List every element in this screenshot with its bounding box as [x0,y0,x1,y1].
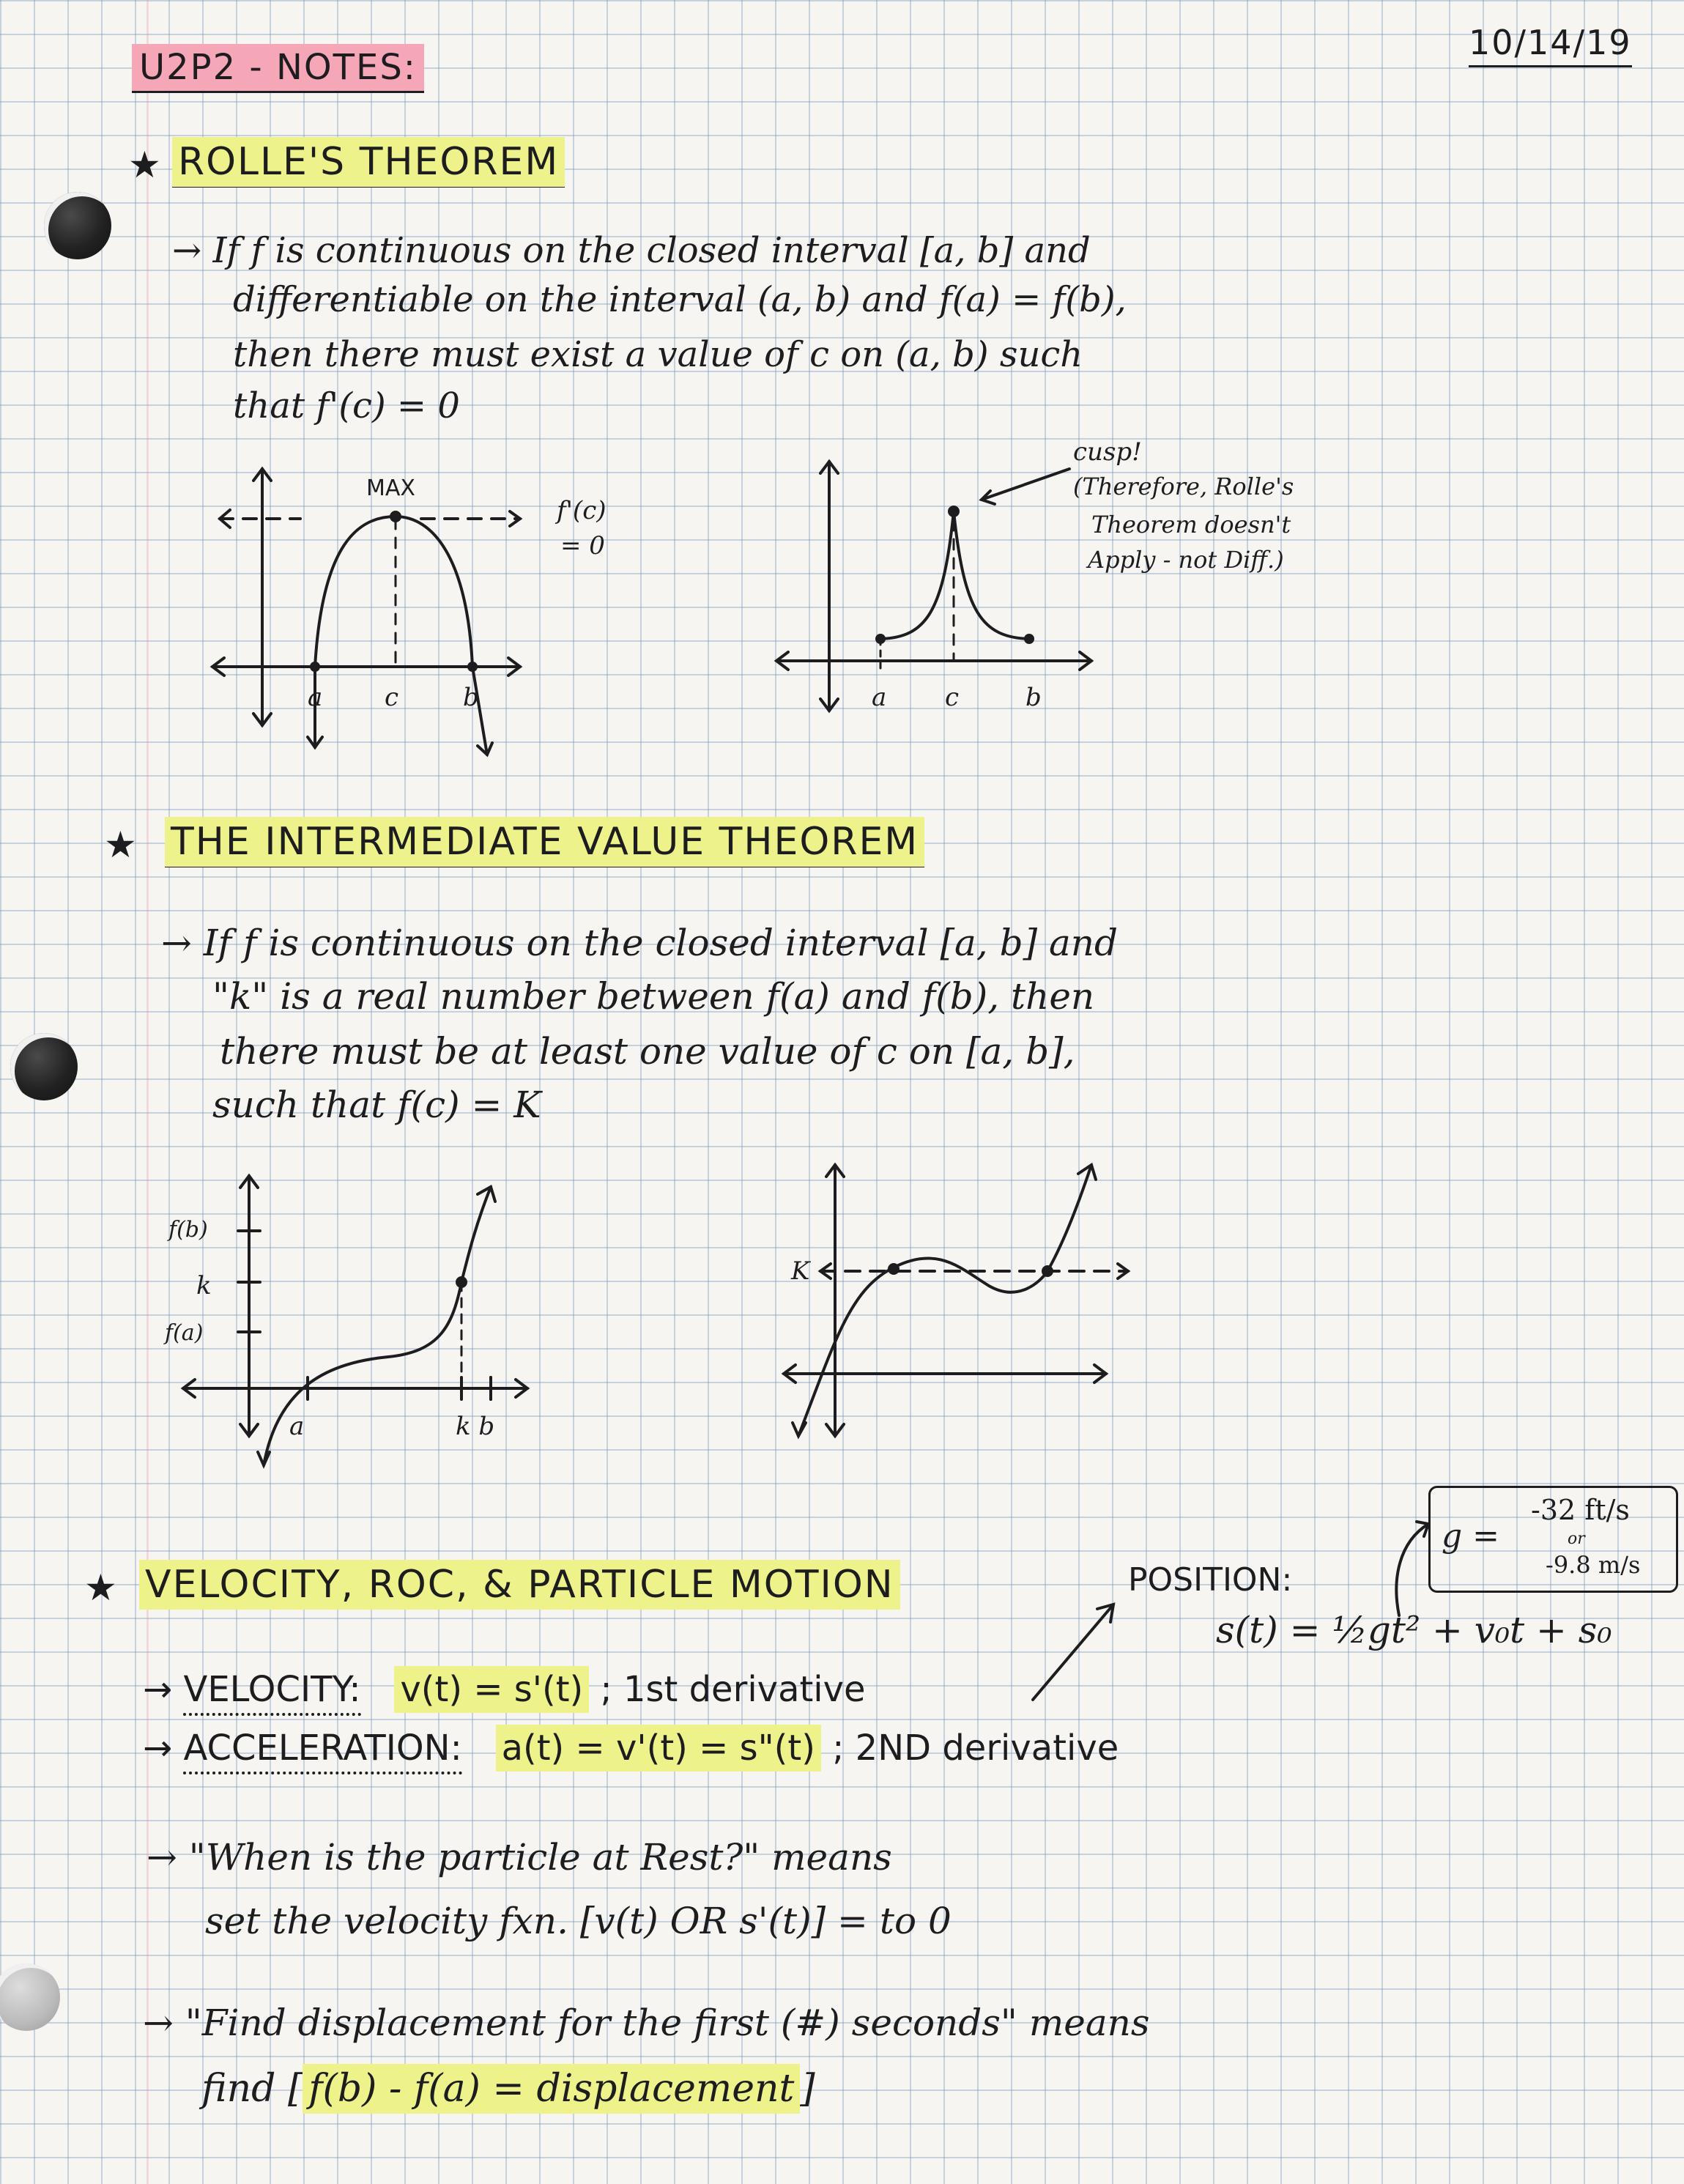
cusp-label: cusp! [1073,437,1142,467]
gravity-arrow [1025,1590,1209,1707]
acceleration-label: ACCELERATION: [183,1728,461,1774]
ivt-line-1: → If f is continuous on the closed interval [a, b] and [161,922,1119,964]
ivt-graph-k [769,1150,1157,1458]
ivt-line-3: there must be at least one value of c on [a, b], [220,1030,1075,1073]
cusp-a-label: a [872,683,887,712]
ivt-heading: THE INTERMEDIATE VALUE THEOREM [165,823,924,867]
binder-hole-top [44,192,111,259]
ivt-kb-label: k b [456,1412,495,1441]
velocity-formula: v(t) = s'(t) [394,1666,589,1713]
gravity-g: g = [1442,1517,1500,1555]
page-title: U2P2 - NOTES: [132,50,424,85]
binder-hole-bottom [0,1963,60,2031]
acceleration-row [143,1728,1119,1769]
rolle-b-label: b [463,683,479,712]
position-formula: s(t) = ½gt² + v₀t + s₀ [1216,1609,1612,1651]
motion-heading: VELOCITY, ROC, & PARTICLE MOTION [139,1566,900,1608]
rolle-a-label: a [308,683,323,712]
fb-label: f(b) [168,1217,208,1243]
gravity-value-1: -32 ft/s [1531,1494,1630,1526]
gravity-value-2: -9.8 m/s [1546,1551,1641,1579]
rest-line-2: set the velocity fxn. [v(t) OR s'(t)] = to 0 [205,1900,952,1942]
page-date: 10/14/19 [1469,26,1632,67]
acceleration-formula: a(t) = v'(t) = s"(t) [496,1725,821,1772]
fprime-label: f'(c) [557,496,607,525]
position-label: POSITION: [1128,1561,1293,1599]
star-icon: ★ [128,144,161,186]
rolle-line-2: differentiable on the interval (a, b) and f(a) = f(b), [233,279,1127,320]
ivt-a-label: a [289,1412,305,1441]
max-label: MAX [366,475,415,501]
arrow-icon: → [143,1669,184,1710]
gravity-or: or [1568,1530,1585,1548]
ivt-line-2: "k" is a real number between f(a) and f(b), then [212,975,1095,1018]
rest-line-1: → "When is the particle at Rest?" means [146,1836,892,1878]
star-icon: ★ [84,1566,117,1609]
rolle-line-3: then there must exist a value of c on (a, b) such [233,334,1083,375]
rolle-heading: ROLLE'S THEOREM [172,143,565,188]
rolle-c-label: c [385,683,399,712]
cusp-b-label: b [1025,683,1042,712]
displacement-formula: f(b) - f(a) = displacement [303,2064,800,2114]
displacement-line-1: → "Find displacement for the first (#) seconds" means [143,2002,1150,2044]
displacement-find: find [201,2067,276,2111]
acceleration-desc: ; 2ND derivative [832,1728,1119,1769]
velocity-row [143,1669,866,1710]
k-label: k [196,1271,212,1300]
ivt-k-label: K [791,1256,810,1286]
cusp-note-3: Apply - not Diff.) [1088,546,1284,574]
displacement-row-2: find [ f(b) - f(a) = displacement ] [201,2070,815,2108]
rolle-graph-cusp [762,454,1113,718]
eq-zero-label: = 0 [560,531,605,560]
fa-label: f(a) [165,1320,204,1346]
binder-hole-middle [10,1033,78,1100]
cusp-note-2: Theorem doesn't [1091,511,1291,538]
velocity-label: VELOCITY: [183,1669,360,1716]
rolle-line-4: that f'(c) = 0 [233,385,460,426]
cusp-c-label: c [945,683,960,712]
arrow-icon: → [143,1728,184,1769]
star-icon: ★ [104,823,137,866]
cusp-note-1: (Therefore, Rolle's [1073,473,1294,500]
ivt-line-4: such that f(c) = K [212,1084,541,1126]
velocity-desc: ; 1st derivative [600,1669,866,1710]
rolle-line-1: → If f is continuous on the closed interval [a, b] and [172,230,1091,271]
